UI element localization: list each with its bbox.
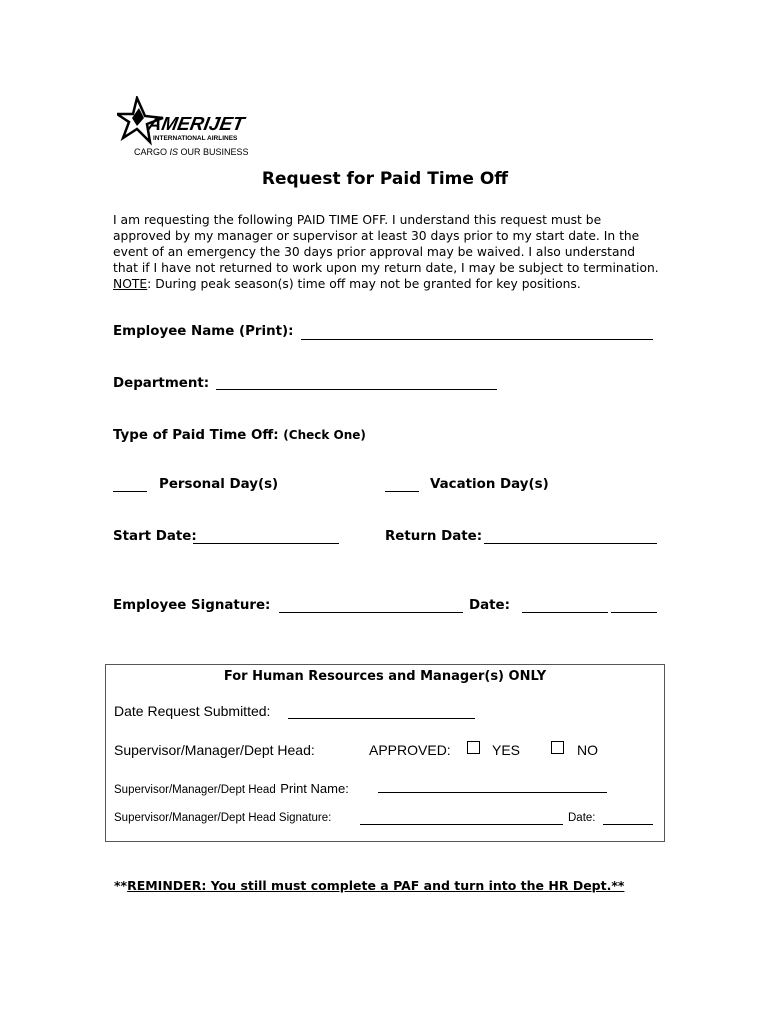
signature-date-label: Date: bbox=[469, 598, 510, 613]
date-submitted-label: Date Request Submitted: bbox=[114, 703, 271, 719]
brand-wordmark: AMERIJET bbox=[146, 114, 246, 135]
signature-date-field[interactable] bbox=[522, 612, 608, 613]
note-label: NOTE bbox=[113, 277, 148, 291]
page-title: Request for Paid Time Off bbox=[261, 169, 509, 189]
print-name-label: Supervisor/Manager/Dept Head Print Name: bbox=[114, 781, 349, 796]
date-submitted-field[interactable] bbox=[288, 718, 475, 719]
department-field[interactable] bbox=[216, 389, 497, 390]
signature-date-field-extra[interactable] bbox=[611, 612, 657, 613]
supervisor-signature-field[interactable] bbox=[360, 824, 563, 825]
return-date-label: Return Date: bbox=[385, 529, 483, 544]
intro-paragraph: I am requesting the following PAID TIME OFF. I understand this request must be approved by my manager or supervisor at least 30 days prior to my start date. In the event of an emergency the 30 days prior approval may be waived. I also understand that if I have not returned to work upon my return date, I may be subject to termination. NOTE: During peak season(s) time off may not be granted for key positions. bbox=[113, 213, 659, 291]
type-label: Type of Paid Time Off: (Check One) bbox=[113, 428, 366, 443]
employee-name-field[interactable] bbox=[301, 339, 653, 340]
print-name-field[interactable] bbox=[378, 792, 607, 793]
start-date-field[interactable] bbox=[193, 543, 339, 544]
supervisor-date-field[interactable] bbox=[603, 824, 653, 825]
approved-yes-checkbox[interactable] bbox=[467, 741, 480, 754]
logo-tagline: CARGO IS OUR BUSINESS bbox=[134, 147, 249, 157]
personal-day-label: Personal Day(s) bbox=[159, 477, 279, 492]
employee-signature-field[interactable] bbox=[279, 612, 463, 613]
brand-subtitle: INTERNATIONAL AIRLINES bbox=[153, 135, 238, 142]
type-hint: (Check One) bbox=[283, 428, 366, 442]
approved-yes-label: YES bbox=[492, 742, 521, 758]
vacation-day-checkline[interactable] bbox=[385, 491, 419, 492]
reminder-note: **REMINDER: You still must complete a PAF and turn into the HR Dept.** bbox=[114, 878, 625, 893]
employee-name-label: Employee Name (Print): bbox=[113, 324, 294, 339]
supervisor-label: Supervisor/Manager/Dept Head: bbox=[114, 742, 315, 758]
hr-heading: For Human Resources and Manager(s) ONLY bbox=[223, 669, 547, 684]
approved-label: APPROVED: bbox=[369, 742, 451, 758]
return-date-field[interactable] bbox=[484, 543, 657, 544]
supervisor-date-label: Date: bbox=[568, 812, 596, 824]
jet-star-icon bbox=[117, 96, 267, 146]
personal-day-checkline[interactable] bbox=[113, 491, 147, 492]
approved-no-checkbox[interactable] bbox=[551, 741, 564, 754]
supervisor-signature-label: Supervisor/Manager/Dept Head Signature: bbox=[114, 812, 332, 824]
approved-no-label: NO bbox=[577, 742, 598, 758]
department-label: Department: bbox=[113, 376, 210, 391]
vacation-day-label: Vacation Day(s) bbox=[430, 477, 549, 492]
employee-signature-label: Employee Signature: bbox=[113, 598, 271, 613]
start-date-label: Start Date: bbox=[113, 529, 197, 544]
